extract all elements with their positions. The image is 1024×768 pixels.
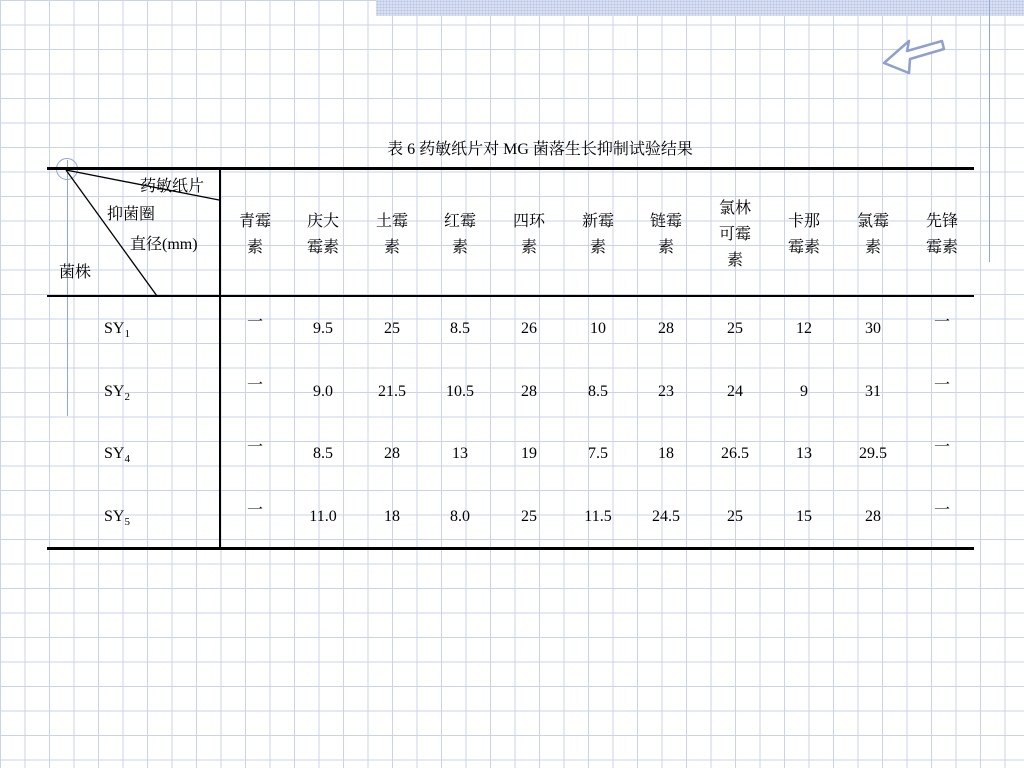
column-header-line: 可霉 — [718, 225, 751, 243]
column-header-line: 霉素 — [787, 238, 820, 256]
table-cell: 12 — [796, 320, 812, 337]
table-cell: 25 — [521, 508, 537, 525]
table-cell: 25 — [727, 508, 743, 525]
column-header — [362, 187, 422, 282]
column-header-line: 素 — [589, 238, 606, 256]
column-header-line: 素 — [864, 238, 881, 256]
strain-label: $SY_2$ — [104, 383, 130, 403]
table-cell: 24.5 — [652, 508, 680, 525]
column-header-line: 素 — [520, 238, 537, 256]
table-cell: 18 — [658, 445, 674, 462]
column-header — [568, 187, 628, 282]
strain-label: $SY_4$ — [104, 445, 130, 465]
table-cell: 8.0 — [450, 508, 470, 525]
column-header-line: 青霉 — [238, 212, 271, 230]
table-cell: 一 — [246, 439, 263, 456]
table-bottom-rule — [47, 547, 974, 550]
strain-subscript: 5 — [124, 516, 130, 528]
table-row — [47, 503, 974, 531]
table-row — [47, 315, 974, 343]
slide-right-rule — [989, 0, 990, 262]
column-header-line: 氯霉 — [856, 212, 889, 230]
strain-label: $SY_1$ — [104, 320, 130, 340]
strain-subscript: 2 — [124, 391, 130, 403]
table-cell: 9 — [800, 383, 808, 400]
table-cell: 26.5 — [721, 445, 749, 462]
column-header-line: 链霉 — [649, 212, 682, 230]
table-cell: 一 — [933, 502, 950, 519]
column-header — [774, 187, 834, 282]
column-header — [636, 187, 696, 282]
column-header-line: 红霉 — [443, 212, 476, 230]
table-cell: 28 — [658, 320, 674, 337]
table-cell: 一 — [246, 314, 263, 331]
table-cell: 19 — [521, 445, 537, 462]
table-cell: 8.5 — [450, 320, 470, 337]
column-header — [293, 187, 353, 282]
table-cell: 15 — [796, 508, 812, 525]
table-title: 表 6 药敏纸片对 MG 菌落生长抑制试验结果 — [387, 141, 693, 158]
table-cell: 一 — [933, 439, 950, 456]
column-header-line: 新霉 — [581, 212, 614, 230]
column-header-line: 霉素 — [306, 238, 339, 256]
table-cell: 28 — [521, 383, 537, 400]
top-decorative-band — [376, 0, 1024, 16]
table-cell: 28 — [865, 508, 881, 525]
table-cell: 26 — [521, 320, 537, 337]
column-header — [499, 187, 559, 282]
column-header-line: 素 — [246, 238, 263, 256]
corner-label-strain: 菌株 — [59, 264, 92, 281]
table-cell: 13 — [452, 445, 468, 462]
column-header-line: 霉素 — [925, 238, 958, 256]
column-header — [705, 187, 765, 282]
column-header-line: 庆大 — [306, 212, 339, 230]
corner-label-disc: 药敏纸片 — [140, 178, 205, 195]
column-header-line: 素 — [726, 251, 743, 269]
strain-label: $SY_5$ — [104, 508, 130, 528]
table-cell: 一 — [933, 377, 950, 394]
corner-label-diameter: 直径(mm) — [130, 236, 198, 253]
column-header — [225, 187, 285, 282]
table-cell: 8.5 — [588, 383, 608, 400]
column-header — [912, 187, 972, 282]
column-header-line: 素 — [451, 238, 468, 256]
back-arrow-icon[interactable] — [880, 36, 946, 78]
table-cell: 10.5 — [446, 383, 474, 400]
table-cell: 一 — [246, 502, 263, 519]
table-cell: 24 — [727, 383, 743, 400]
table-cell: 18 — [384, 508, 400, 525]
table-cell: 23 — [658, 383, 674, 400]
column-header-line: 土霉 — [375, 212, 408, 230]
column-header-line: 卡那 — [787, 212, 820, 230]
table-cell: 21.5 — [378, 383, 406, 400]
table-cell: 31 — [865, 383, 881, 400]
column-header-line: 素 — [657, 238, 674, 256]
table-row — [47, 378, 974, 406]
column-header — [430, 187, 490, 282]
table-cell: 11.5 — [584, 508, 612, 525]
table-cell: 10 — [590, 320, 606, 337]
results-table — [47, 167, 974, 550]
column-header-line: 先锋 — [925, 212, 958, 230]
table-cell: 9.5 — [313, 320, 333, 337]
table-cell: 8.5 — [313, 445, 333, 462]
column-header — [843, 187, 903, 282]
table-cell: 13 — [796, 445, 812, 462]
corner-label-zone: 抑菌圈 — [107, 206, 156, 223]
column-header-line: 氯林 — [718, 199, 751, 217]
table-cell: 11.0 — [309, 508, 337, 525]
table-row — [47, 440, 974, 468]
table-cell: 一 — [246, 377, 263, 394]
column-header-line: 四环 — [512, 212, 545, 230]
table-cell: 30 — [865, 320, 881, 337]
table-cell: 7.5 — [588, 445, 608, 462]
table-cell: 9.0 — [313, 383, 333, 400]
strain-subscript: 4 — [124, 453, 130, 465]
strain-subscript: 1 — [124, 328, 130, 340]
column-header-line: 素 — [383, 238, 400, 256]
table-cell: 28 — [384, 445, 400, 462]
table-cell: 一 — [933, 314, 950, 331]
table-cell: 25 — [384, 320, 400, 337]
table-cell: 25 — [727, 320, 743, 337]
table-cell: 29.5 — [859, 445, 887, 462]
